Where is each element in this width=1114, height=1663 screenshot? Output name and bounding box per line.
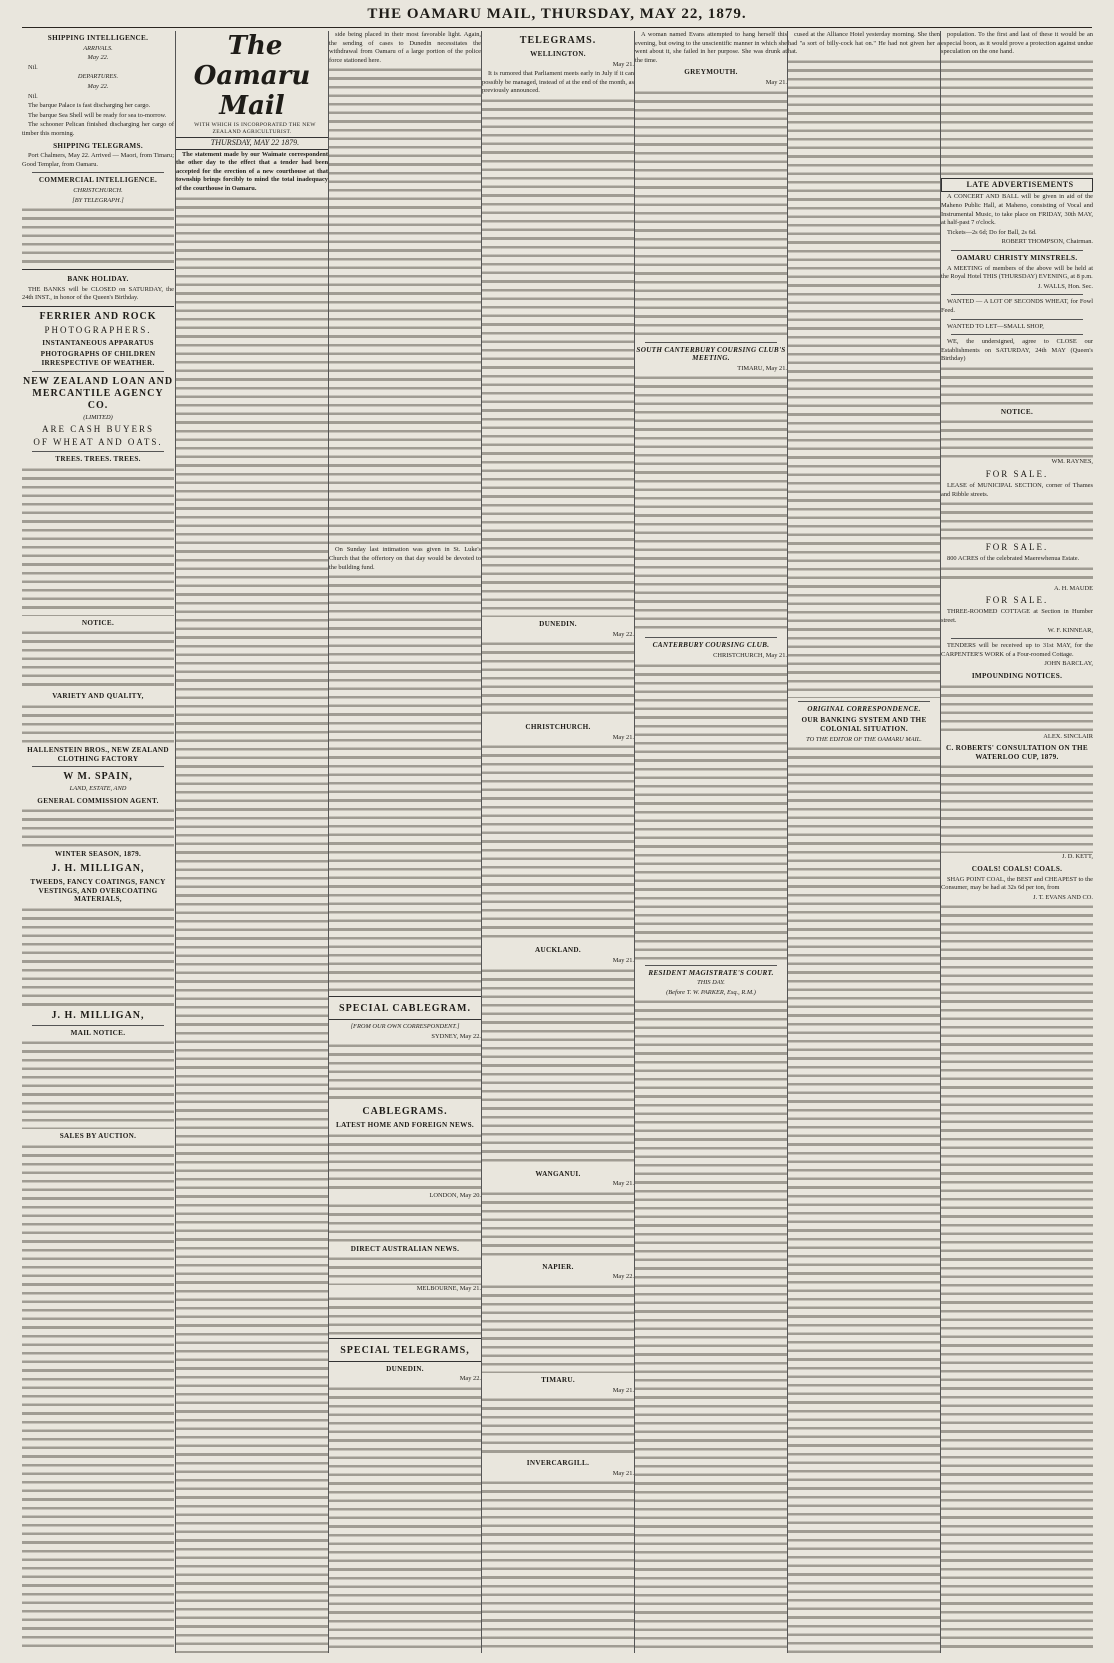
- cablegram-box: [329, 996, 481, 1020]
- instantaneous-heading: INSTANTANEOUS APPARATUS: [42, 338, 154, 347]
- nz-loan-heading: NEW ZEALAND LOAN AND MERCANTILE AGENCY CO.: [22, 375, 174, 411]
- separator: [32, 371, 164, 372]
- closing-agreement-ad: WE, the undersigned, agree to CLOSE our Establishments on SATURDAY, 24th MAY (Queen's Birthday): [941, 338, 1093, 363]
- text-block: [941, 418, 1093, 458]
- separator: [645, 637, 777, 638]
- text-block: [941, 500, 1093, 540]
- this-day: THIS DAY.: [697, 979, 725, 987]
- christy-minstrels-heading: OAMARU CHRISTY MINSTRELS.: [956, 253, 1078, 262]
- column-2: [175, 31, 328, 1653]
- column-1: [22, 31, 174, 1653]
- evans-signature: J. T. EVANS AND CO.: [1033, 893, 1093, 901]
- to-editor: TO THE EDITOR OF THE OAMARU MAIL.: [806, 735, 922, 743]
- latest-news-heading: LATEST HOME AND FOREIGN NEWS.: [335, 1121, 475, 1130]
- text-block: [482, 967, 634, 1167]
- commercial-heading: COMMERCIAL INTELLIGENCE.: [38, 176, 158, 185]
- spain-subheading: LAND, ESTATE, AND: [69, 785, 127, 793]
- wellington-heading: WELLINGTON.: [530, 50, 586, 58]
- notice-heading: NOTICE.: [81, 618, 115, 627]
- text-block: [941, 683, 1093, 733]
- separator: [951, 250, 1083, 251]
- by-telegraph: [BY TELEGRAPH.]: [72, 196, 124, 204]
- waterloo-cup-heading: C. ROBERTS' CONSULTATION ON THE WATERLOO CUP, 1879.: [946, 744, 1088, 761]
- separator: [32, 766, 164, 767]
- text-block: [482, 1396, 634, 1456]
- christchurch-heading: CHRISTCHURCH.: [525, 723, 591, 732]
- text-block: [941, 763, 1093, 853]
- text-block: [329, 1385, 481, 1653]
- text-block: [329, 66, 481, 546]
- text-block: [22, 906, 174, 1006]
- separator: [32, 1025, 164, 1026]
- shipping-para-2: The barque Sea Shell will be ready for sea to-morrow.: [28, 111, 167, 119]
- cablegram-source: [FROM OUR OWN CORRESPONDENT.]: [350, 1023, 460, 1031]
- timaru-dateline: TIMARU, May 21.: [737, 364, 787, 372]
- separator: [951, 294, 1083, 295]
- arrivals-date: May 22.: [87, 54, 109, 62]
- invercargill-heading: INVERCARGILL.: [526, 1459, 590, 1468]
- text-block: [22, 1039, 174, 1129]
- direct-news-heading: DIRECT AUSTRALIAN NEWS.: [350, 1244, 460, 1253]
- text-block: [635, 89, 787, 339]
- canterbury-coursing-heading: CANTERBURY COURSING CLUB.: [652, 641, 770, 650]
- late-advertisements-banner: LATE ADVERTISEMENTS: [941, 178, 1093, 193]
- letter-continued: population. To the first and last of these it would be an especial boon, as it would prove a protection against undue speculation on the one hand.: [941, 31, 1093, 56]
- leader-continued: side being placed in their most favorable light. Again, the sending of cases to Dunedin necessitates the withdrawal from Oamaru of a large portion of the police force stationed here.: [329, 31, 481, 64]
- kinnear-signature: W. F. KINNEAR,: [1047, 626, 1093, 634]
- text-block: [635, 374, 787, 634]
- for-sale-heading-3: FOR SALE.: [985, 595, 1049, 606]
- wanted-shop-ad: WANTED TO LET—SMALL SHOP,: [947, 322, 1044, 330]
- dunedin-heading: DUNEDIN.: [386, 1364, 424, 1373]
- bank-holiday-text: THE BANKS will be CLOSED on SATURDAY, the 24th INST., in honor of the Queen's Birthday.: [22, 285, 174, 302]
- acres-ad: 800 ACRES of the celebrated Maerewhenua Estate.: [947, 555, 1080, 563]
- separator: [645, 965, 777, 966]
- milligan-heading: J. H. MILLIGAN,: [51, 863, 145, 874]
- text-block: [941, 58, 1093, 178]
- meeting-ad: A MEETING of members of the above will be held at the Royal Hotel THIS (THURSDAY) EVENING, at 8 p.m.: [941, 264, 1093, 281]
- evans-para: A woman named Evans attempted to hang herself this evening, but owing to the unscientific manner in which she went about it, she failed in her purpose. She was drunk at the time.: [635, 31, 787, 64]
- greymouth-date: May 21.: [765, 78, 787, 86]
- text-block: [788, 745, 940, 1653]
- bank-holiday-ad: [22, 269, 174, 307]
- before-magistrate: (Before T. W. PARKER, Esq., R.M.): [666, 988, 756, 996]
- column-7: [940, 31, 1093, 1653]
- trees-heading: TREES. TREES. TREES.: [55, 455, 141, 464]
- text-block: [941, 565, 1093, 585]
- text-block: [329, 573, 481, 993]
- cash-buyers-heading: ARE CASH BUYERS: [41, 424, 154, 435]
- hallenstein-heading: HALLENSTEIN BROS., NEW ZEALAND CLOTHING FACTORY: [27, 746, 169, 763]
- south-canterbury-coursing-heading: SOUTH CANTERBURY COURSING CLUB'S MEETING.: [636, 345, 786, 363]
- original-correspondence-heading: ORIGINAL CORRESPONDENCE.: [807, 704, 921, 713]
- text-block: [482, 97, 634, 617]
- separator: [951, 319, 1083, 320]
- masthead-rule: [22, 27, 1092, 28]
- telegrams-heading: TELEGRAMS.: [519, 35, 597, 46]
- text-block: [482, 640, 634, 720]
- text-block: [482, 1479, 634, 1653]
- barclay-signature: JOHN BARCLAY,: [1044, 660, 1093, 668]
- wellington-date: May 21.: [612, 60, 634, 68]
- lease-ad: LEASE of MUNICIPAL SECTION, corner of Thames and Ribble streets.: [941, 482, 1093, 498]
- winter-season-heading: WINTER SEASON, 1879.: [54, 850, 142, 859]
- photographers-heading: PHOTOGRAPHERS.: [44, 324, 152, 335]
- napier-date: May 22.: [612, 1273, 634, 1281]
- text-block: [482, 1283, 634, 1373]
- shipping-para-1: The barque Palace is fast discharging her cargo.: [28, 102, 151, 110]
- cottage-ad: THREE-ROOMED COTTAGE at Section in Humber street.: [941, 608, 1093, 625]
- shipping-para-3: The schooner Pelican finished discharging her cargo of timber this morning.: [22, 121, 174, 137]
- variety-heading: VARIETY AND QUALITY,: [52, 692, 144, 701]
- shipping-telegrams-heading: SHIPPING TELEGRAMS.: [53, 141, 143, 150]
- banking-system-heading: OUR BANKING SYSTEM AND THE COLONIAL SITUATION.: [801, 716, 927, 733]
- kett-signature: J. D. KETT,: [1062, 853, 1093, 861]
- masthead: THE OAMARU MAIL, THURSDAY, MAY 22, 1879.: [367, 6, 747, 22]
- column-4: [481, 31, 634, 1653]
- separator: [951, 334, 1083, 335]
- ferrier-rock-heading: FERRIER AND ROCK: [39, 310, 157, 322]
- text-block: [22, 206, 174, 266]
- text-block: [329, 1132, 481, 1192]
- text-block: [176, 195, 328, 1653]
- text-block: [22, 1143, 174, 1653]
- text-block: [788, 58, 940, 698]
- arrivals-nil: Nil.: [28, 63, 38, 71]
- wellington-para: It is rumored that Parliament meets early in July if it can possibly be managed, instead of at the end of the month, as previously announced.: [482, 70, 634, 95]
- issue-date: THURSDAY, MAY 22 1879.: [176, 137, 328, 150]
- leader-opening: The statement made by our Waimate correspondent the other day to the effect that a tender had been accepted for the erection of a new courthouse at that township brings forcibly to mind the total inadequacy of the courthouse in Oamaru.: [176, 150, 328, 192]
- text-block: [329, 1295, 481, 1335]
- text-block: [329, 1042, 481, 1102]
- tweeds-heading: TWEEDS, FANCY COATINGS, FANCY VESTINGS, AND OVERCOATING MATERIALS,: [30, 878, 166, 904]
- christchurch-heading: CHRISTCHURCH.: [73, 186, 123, 194]
- tenders-ad: TENDERS will be received up to 31st MAY, for the CARPENTER'S WORK of a Four-roomed Cottage.: [941, 642, 1093, 658]
- auckland-heading: AUCKLAND.: [534, 946, 582, 955]
- text-block: [22, 703, 174, 743]
- spain-heading: W M. SPAIN,: [63, 771, 133, 783]
- text-block: [941, 365, 1093, 405]
- bank-holiday-heading: BANK HOLIDAY.: [67, 275, 129, 284]
- departures-nil: Nil.: [28, 92, 38, 100]
- wanted-wheat-ad: WANTED — A LOT OF SECONDS WHEAT, for Fowl Feed.: [941, 298, 1093, 314]
- timaru-date: May 21.: [612, 1386, 634, 1394]
- for-sale-heading-2: FOR SALE.: [985, 542, 1049, 553]
- separator: [32, 172, 164, 173]
- maude-signature: A. H. MAUDE: [1053, 584, 1093, 592]
- london-dateline: LONDON, May 20.: [429, 1191, 481, 1199]
- text-block: [22, 466, 174, 616]
- melbourne-dateline: MELBOURNE, May 21.: [416, 1285, 481, 1293]
- text-block: [635, 998, 787, 1653]
- christchurch-date: May 21.: [612, 733, 634, 741]
- napier-heading: NAPIER.: [542, 1262, 574, 1271]
- text-block: [22, 629, 174, 689]
- thompson-signature: ROBERT THOMPSON, Chairman.: [1001, 238, 1093, 246]
- shipping-telegram-1: Port Chalmers, May 22. Arrived — Maori, from Timaru; Good Templar, from Oamaru.: [22, 152, 174, 168]
- text-block: [482, 743, 634, 943]
- special-telegrams-box: [329, 1338, 481, 1362]
- wheat-oats-heading: OF WHEAT AND OATS.: [33, 437, 163, 448]
- text-block: [941, 903, 1093, 1653]
- special-cablegram-heading: SPECIAL CABLEGRAM.: [339, 1003, 471, 1015]
- text-block: [329, 1255, 481, 1285]
- paper-subtitle: WITH WHICH IS INCORPORATED THE NEW ZEALAND AGRICULTURIST.: [194, 122, 316, 135]
- text-block: [635, 662, 787, 962]
- arrivals-heading: ARRIVALS.: [83, 44, 113, 52]
- auckland-date: May 21.: [612, 956, 634, 964]
- limited-label: (LIMITED): [83, 413, 113, 421]
- christchurch-dateline: CHRISTCHURCH, May 21.: [713, 651, 787, 659]
- column-3: [328, 31, 481, 1653]
- text-block: [22, 807, 174, 847]
- departures-date: May 22.: [87, 82, 109, 90]
- shag-point-ad: SHAG POINT COAL, the BEST and CHEAPEST to the Consumer, may be had at 32s 6d per ton, from: [941, 875, 1093, 892]
- columns: [22, 31, 1092, 1653]
- column-6: [787, 31, 940, 1653]
- separator: [32, 451, 164, 452]
- separator: [951, 638, 1083, 639]
- raynes-signature: WM. RAYNES,: [1051, 458, 1093, 466]
- impounding-heading: IMPOUNDING NOTICES.: [971, 672, 1063, 680]
- column-5: [634, 31, 787, 1653]
- text-block: [482, 1190, 634, 1260]
- magistrates-court-heading: RESIDENT MAGISTRATE'S COURT.: [648, 968, 774, 977]
- sinclair-signature: ALEX. SINCLAIR: [1043, 732, 1093, 740]
- photographs-heading: PHOTOGRAPHS OF CHILDREN IRRESPECTIVE OF WEATHER.: [40, 350, 156, 368]
- cablegrams-heading: CABLEGRAMS.: [362, 1106, 448, 1118]
- milligan-heading-2: J. H. MILLIGAN,: [51, 1009, 145, 1021]
- departures-heading: DEPARTURES.: [77, 73, 119, 81]
- wanganui-heading: WANGANUI.: [535, 1169, 581, 1178]
- concert-ad: A CONCERT AND BALL will be given in aid of the Maheno Public Hall, at Maheno, consisting of Vocal and Instrumental Music, to take place on FRIDAY, 30th MAY, at half-past 7 o'clock.: [941, 193, 1093, 227]
- separator: [798, 701, 930, 702]
- tickets-line: Tickets—2s 6d; Do for Ball, 2s 6d.: [947, 228, 1037, 236]
- shipping-heading: SHIPPING INTELLIGENCE.: [47, 34, 149, 42]
- dunedin-date: May 22.: [612, 630, 634, 638]
- paper-title: The Oamaru Mail: [193, 31, 311, 121]
- special-telegrams-heading: SPECIAL TELEGRAMS,: [340, 1344, 470, 1356]
- timaru-heading: TIMARU.: [541, 1375, 575, 1384]
- commission-agent-heading: GENERAL COMMISSION AGENT.: [37, 796, 159, 805]
- sales-heading: SALES BY AUCTION.: [59, 1132, 137, 1141]
- mail-notice-heading: MAIL NOTICE.: [70, 1028, 126, 1037]
- notice-heading: NOTICE.: [1000, 407, 1034, 416]
- cablegram-dateline: SYDNEY, May 22.: [431, 1032, 481, 1040]
- wanganui-date: May 21.: [612, 1180, 634, 1188]
- invercargill-date: May 21.: [612, 1469, 634, 1477]
- dunedin-heading: DUNEDIN.: [539, 619, 577, 628]
- text-block: [329, 1202, 481, 1242]
- court-continued: cused at the Alliance Hotel yesterday morning. She then had "a sort of billy-cock hat on." He had not given her a hat.: [788, 31, 940, 56]
- walls-signature: J. WALLS, Hon. Sec.: [1037, 282, 1093, 290]
- separator: [645, 342, 777, 343]
- st-lukes-para: On Sunday last intimation was given in St. Luke's Church that the offertory on that day would be devoted to the building fund.: [329, 546, 481, 571]
- greymouth-heading: GREYMOUTH.: [684, 68, 738, 77]
- dunedin-date: May 22.: [459, 1375, 481, 1383]
- for-sale-heading-1: FOR SALE.: [985, 469, 1049, 480]
- coals-heading: COALS! COALS! COALS.: [971, 864, 1063, 873]
